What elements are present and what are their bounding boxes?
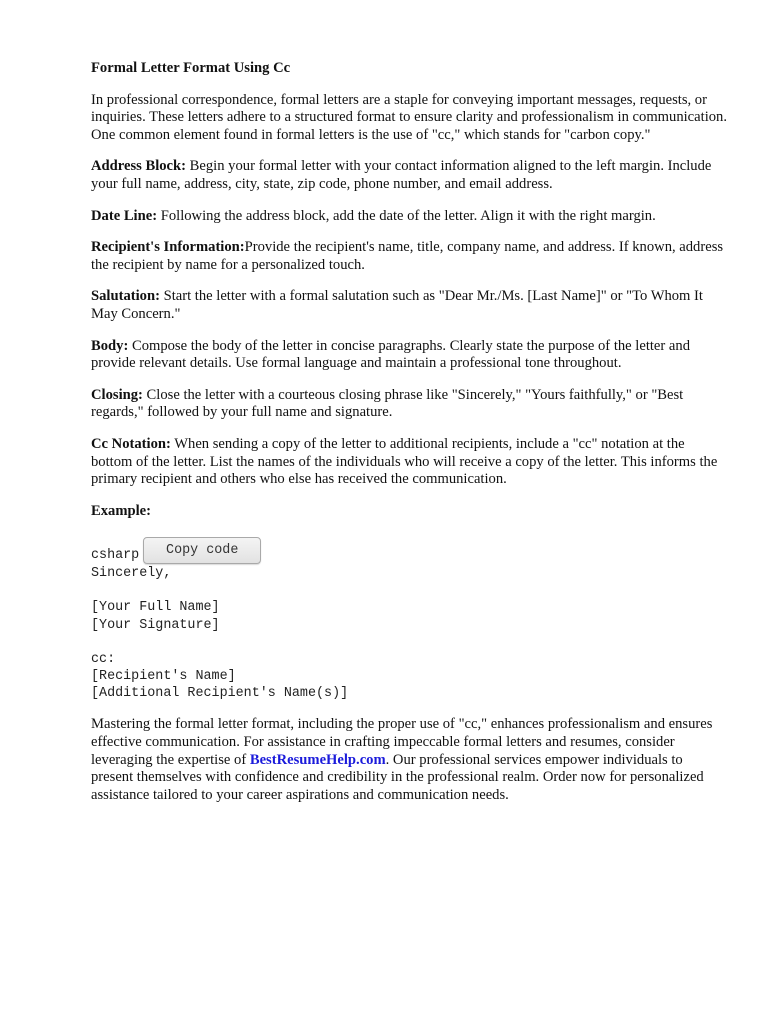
example-heading: Example: <box>91 502 151 519</box>
code-line <box>91 634 727 651</box>
section-label: Salutation: <box>91 288 160 305</box>
section-address-block <box>91 158 727 193</box>
section-date-line <box>91 208 727 226</box>
code-line <box>91 582 727 599</box>
section-text: When sending a copy of the letter to additional recipients, include a "cc" notation at the bottom of the letter. List the names of the individuals who will receive a copy of the letter. This informs the primary recipient and others who else has received the communication. <box>91 435 718 488</box>
document-title: Formal Letter Format Using Cc <box>91 60 291 76</box>
code-line: [Your Signature] <box>91 617 220 633</box>
section-label: Address Block: <box>91 158 187 175</box>
section-label: Body: <box>91 337 129 354</box>
closing-text-before-link: Mastering the formal letter format, including the proper use of "cc," enhances professionalism and ensures effective communication. For assistance in crafting impeccable formal letters and resumes, consider leveraging the expertise of <box>91 716 713 768</box>
section-text: Close the letter with a courteous closing phrase like "Sincerely," "Yours faithfully," or "Best regards," followed by your full name and signature. <box>91 386 684 421</box>
code-language-label: csharp <box>91 548 140 564</box>
code-line: [Your Full Name] <box>91 600 220 616</box>
section-text: Compose the body of the letter in concise paragraphs. Clearly state the purpose of the letter and provide relevant details. Use formal language and maintain a professional tone throughout. <box>91 337 690 372</box>
code-header <box>91 537 727 565</box>
closing-text-after-link: . Our professional services empower individuals to present themselves with confidence and credibility in the professional realm. Order now for personalized assistance tailored to your career aspirations and communication needs. <box>91 751 704 803</box>
code-line: Sincerely, <box>91 566 172 582</box>
section-body <box>91 338 727 373</box>
section-label: Cc Notation: <box>91 435 171 452</box>
code-line: cc: <box>91 651 116 667</box>
section-label: Date Line: <box>91 207 158 224</box>
section-salutation <box>91 288 727 323</box>
section-label: Closing: <box>91 386 143 403</box>
section-recipient-information <box>91 239 727 274</box>
section-text: Start the letter with a formal salutation such as "Dear Mr./Ms. [Last Name]" or "To Whom It May Concern." <box>91 288 703 322</box>
code-block <box>91 537 727 702</box>
section-cc-notation <box>91 436 727 489</box>
intro-paragraph: In professional correspondence, formal letters are a staple for conveying important messages, requests, or inquiries. These letters adhere to a structured format to ensure clarity and professionalism in communication. One common element found in formal letters is the use of "cc," which stands for "carbon copy." <box>91 91 727 143</box>
closing-paragraph <box>91 716 727 804</box>
document-page <box>91 60 727 818</box>
section-text: Begin your formal letter with your contact information aligned to the left margin. Include your full name, address, city, state, zip code, phone number, and email address. <box>91 158 712 192</box>
code-line: [Additional Recipient's Name(s)] <box>91 686 349 702</box>
copy-code-button[interactable]: Copy code <box>143 537 261 564</box>
section-closing <box>91 387 727 422</box>
section-text: Provide the recipient's name, title, company name, and address. If known, address the recipient by name for a personalized touch. <box>91 239 724 273</box>
section-text: Following the address block, add the date of the letter. Align it with the right margin. <box>157 207 656 224</box>
code-line: [Recipient's Name] <box>91 669 236 685</box>
best-resume-help-link[interactable]: BestResumeHelp.com <box>249 751 386 768</box>
section-label: Recipient's Information: <box>91 239 245 256</box>
